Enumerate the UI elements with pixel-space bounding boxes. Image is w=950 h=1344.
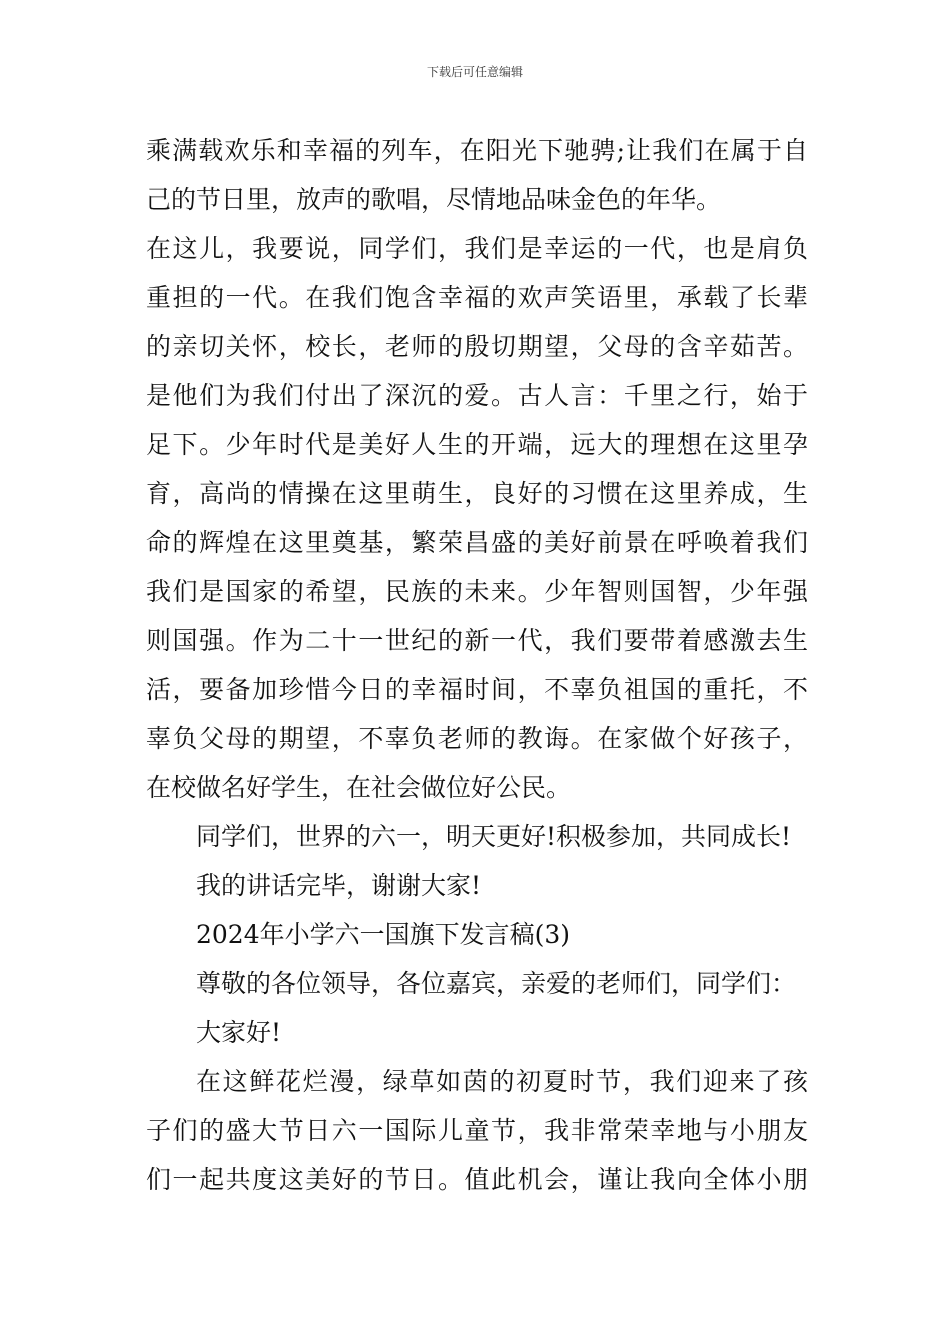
text-line: 同学们，世界的六一，明天更好!积极参加，共同成长! xyxy=(196,822,792,851)
section-title: 2024年小学六一国旗下发言稿(3) xyxy=(196,920,571,949)
text-line: 在这鲜花烂漫，绿草如茵的初夏时节，我们迎来了孩 xyxy=(196,1067,808,1096)
text-line: 辜负父母的期望，不辜负老师的教诲。在家做个好孩子， xyxy=(146,724,808,753)
text-line: 乘满载欢乐和幸福的列车，在阳光下驰骋;让我们在属于自 xyxy=(146,136,808,165)
text-line: 子们的盛大节日六一国际儿童节，我非常荣幸地与小朋友 xyxy=(146,1116,808,1145)
text-line: 足下。少年时代是美好人生的开端，远大的理想在这里孕 xyxy=(146,430,808,459)
text-line: 我们是国家的希望，民族的未来。少年智则国智，少年强 xyxy=(146,577,808,606)
text-line: 命的辉煌在这里奠基，繁荣昌盛的美好前景在呼唤着我们 xyxy=(146,528,808,557)
text-line: 的亲切关怀，校长，老师的殷切期望，父母的含辛茹苦。 xyxy=(146,332,808,361)
text-line: 育，高尚的情操在这里萌生，良好的习惯在这里养成，生 xyxy=(146,479,808,508)
text-line: 我的讲话完毕，谢谢大家! xyxy=(196,871,482,900)
text-line: 是他们为我们付出了深沉的爱。古人言：千里之行，始于 xyxy=(146,381,808,410)
text-line: 己的节日里，放声的歌唱，尽情地品味金色的年华。 xyxy=(146,185,722,214)
text-line: 们一起共度这美好的节日。值此机会，谨让我向全体小朋 xyxy=(146,1165,808,1194)
text-line: 则国强。作为二十一世纪的新一代，我们要带着感激去生 xyxy=(146,626,808,655)
text-line: 在这儿，我要说，同学们，我们是幸运的一代，也是肩负 xyxy=(146,234,808,263)
text-line: 重担的一代。在我们饱含幸福的欢声笑语里，承载了长辈 xyxy=(146,283,808,312)
text-line: 活，要备加珍惜今日的幸福时间，不辜负祖国的重托，不 xyxy=(146,675,808,704)
text-line: 在校做名好学生，在社会做位好公民。 xyxy=(146,773,572,802)
document-body xyxy=(146,126,808,1204)
text-line: 尊敬的各位领导，各位嘉宾，亲爱的老师们，同学们： xyxy=(196,969,797,998)
page-header: 下载后可任意编辑 xyxy=(426,65,523,79)
text-line: 大家好! xyxy=(196,1018,282,1047)
